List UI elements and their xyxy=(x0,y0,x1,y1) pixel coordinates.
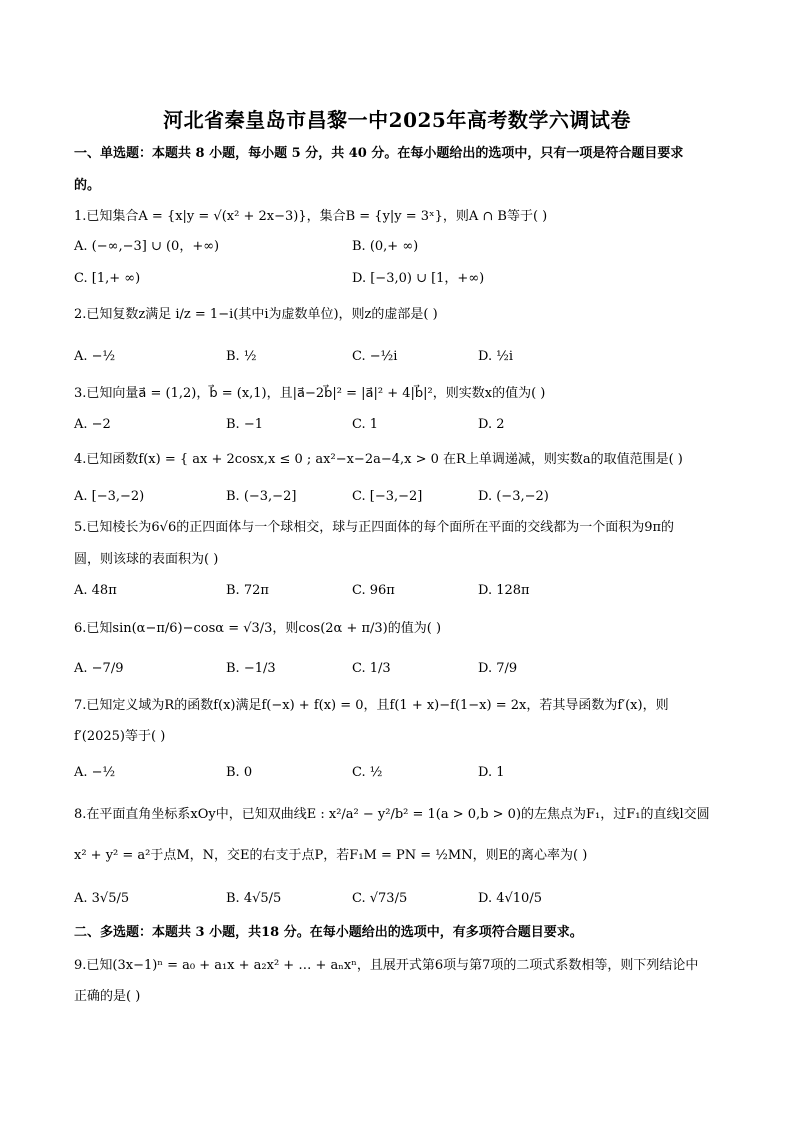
section-2-header: 二、多选题：本题共 3 小题，共18 分。在每小题给出的选项中，有多项符合题目要求。 xyxy=(74,925,583,940)
question-8-option-c: C. √73/5 xyxy=(352,891,408,906)
question-1-option-d: D. [−3,0) ∪ [1，+∞) xyxy=(352,271,485,286)
question-7-option-b: B. 0 xyxy=(226,765,253,780)
question-7-option-d: D. 1 xyxy=(478,765,505,780)
question-8-option-d: D. 4√10/5 xyxy=(478,891,542,906)
question-3-option-b: B. −1 xyxy=(226,417,263,432)
question-4-option-a: A. [−3,−2) xyxy=(74,489,145,504)
question-7-option-c: C. ½ xyxy=(352,765,383,780)
question-6-option-d: D. 7/9 xyxy=(478,661,518,676)
question-3-option-d: D. 2 xyxy=(478,417,505,432)
question-2-option-c: C. −½i xyxy=(352,349,398,364)
question-8-option-b: B. 4√5/5 xyxy=(226,891,282,906)
question-2-stem: 2.已知复数z满足 i/z = 1−i(其中i为虚数单位)，则z的虚部是( ) xyxy=(74,307,438,322)
question-3-option-a: A. −2 xyxy=(74,417,111,432)
question-1-option-a: A. (−∞,−3] ∪ (0，+∞) xyxy=(74,239,220,254)
question-4-option-b: B. (−3,−2] xyxy=(226,489,297,504)
section-1-header: 一、单选题：本题共 8 小题，每小题 5 分，共 40 分。在每小题给出的选项中，只有一项是符合题目要求 xyxy=(74,146,684,161)
question-6-option-b: B. −1/3 xyxy=(226,661,276,676)
question-6-option-a: A. −7/9 xyxy=(74,661,124,676)
question-7-stem-cont: f′(2025)等于( ) xyxy=(74,729,166,744)
question-8-option-a: A. 3√5/5 xyxy=(74,891,130,906)
question-9-stem-cont: 正确的是( ) xyxy=(74,989,141,1004)
question-4-stem: 4.已知函数f(x) = { ax + 2cosx,x ≤ 0 ; ax²−x−2a−4,x > 0 在R上单调递减，则实数a的取值范围是( ) xyxy=(74,452,683,467)
question-6-stem: 6.已知sin(α−π/6)−cosα = √3/3，则cos(2α + π/3)的值为( ) xyxy=(74,621,442,636)
exam-title: 河北省秦皇岛市昌黎一中2025年高考数学六调试卷 xyxy=(163,108,631,132)
question-4-option-d: D. (−3,−2) xyxy=(478,489,549,504)
question-4-option-c: C. [−3,−2] xyxy=(352,489,423,504)
question-1-option-c: C. [1,+ ∞) xyxy=(74,271,141,286)
question-3-option-c: C. 1 xyxy=(352,417,379,432)
question-5-option-b: B. 72π xyxy=(226,583,269,598)
question-7-option-a: A. −½ xyxy=(74,765,116,780)
question-8-stem-cont: x² + y² = a²于点M，N，交E的右支于点P，若F₁M = PN = ½MN，则E的离心率为( ) xyxy=(74,848,588,863)
question-1-stem: 1.已知集合A = {x|y = √(x² + 2x−3)}，集合B = {y|y = 3ˣ}，则A ∩ B等于( ) xyxy=(74,209,548,224)
question-2-option-b: B. ½ xyxy=(226,349,257,364)
question-5-option-a: A. 48π xyxy=(74,583,117,598)
question-5-stem: 5.已知棱长为6√6的正四面体与一个球相交，球与正四面体的每个面所在平面的交线都为一个面积为9π的 xyxy=(74,520,675,535)
question-3-stem: 3.已知向量a⃗ = (1,2)，b⃗ = (x,1)，且|a⃗−2b⃗|² = |a⃗|² + 4|b⃗|²，则实数x的值为( ) xyxy=(74,386,546,401)
question-5-option-d: D. 128π xyxy=(478,583,530,598)
question-5-option-c: C. 96π xyxy=(352,583,395,598)
question-9-stem: 9.已知(3x−1)ⁿ = a₀ + a₁x + a₂x² + … + aₙxⁿ，且展开式第6项与第7项的二项式系数相等，则下列结论中 xyxy=(74,958,699,973)
section-1-header-cont: 的。 xyxy=(74,178,101,193)
question-2-option-a: A. −½ xyxy=(74,349,116,364)
question-2-option-d: D. ½i xyxy=(478,349,513,364)
question-6-option-c: C. 1/3 xyxy=(352,661,391,676)
question-8-stem: 8.在平面直角坐标系xOy中，已知双曲线E : x²/a² − y²/b² = 1(a > 0,b > 0)的左焦点为F₁，过F₁的直线l交圆 xyxy=(74,807,710,822)
question-7-stem: 7.已知定义域为R的函数f(x)满足f(−x) + f(x) = 0，且f(1 + x)−f(1−x) = 2x，若其导函数为f′(x)，则 xyxy=(74,698,669,713)
question-1-option-b: B. (0,+ ∞) xyxy=(352,239,419,254)
question-5-stem-cont: 圆，则该球的表面积为( ) xyxy=(74,552,219,567)
